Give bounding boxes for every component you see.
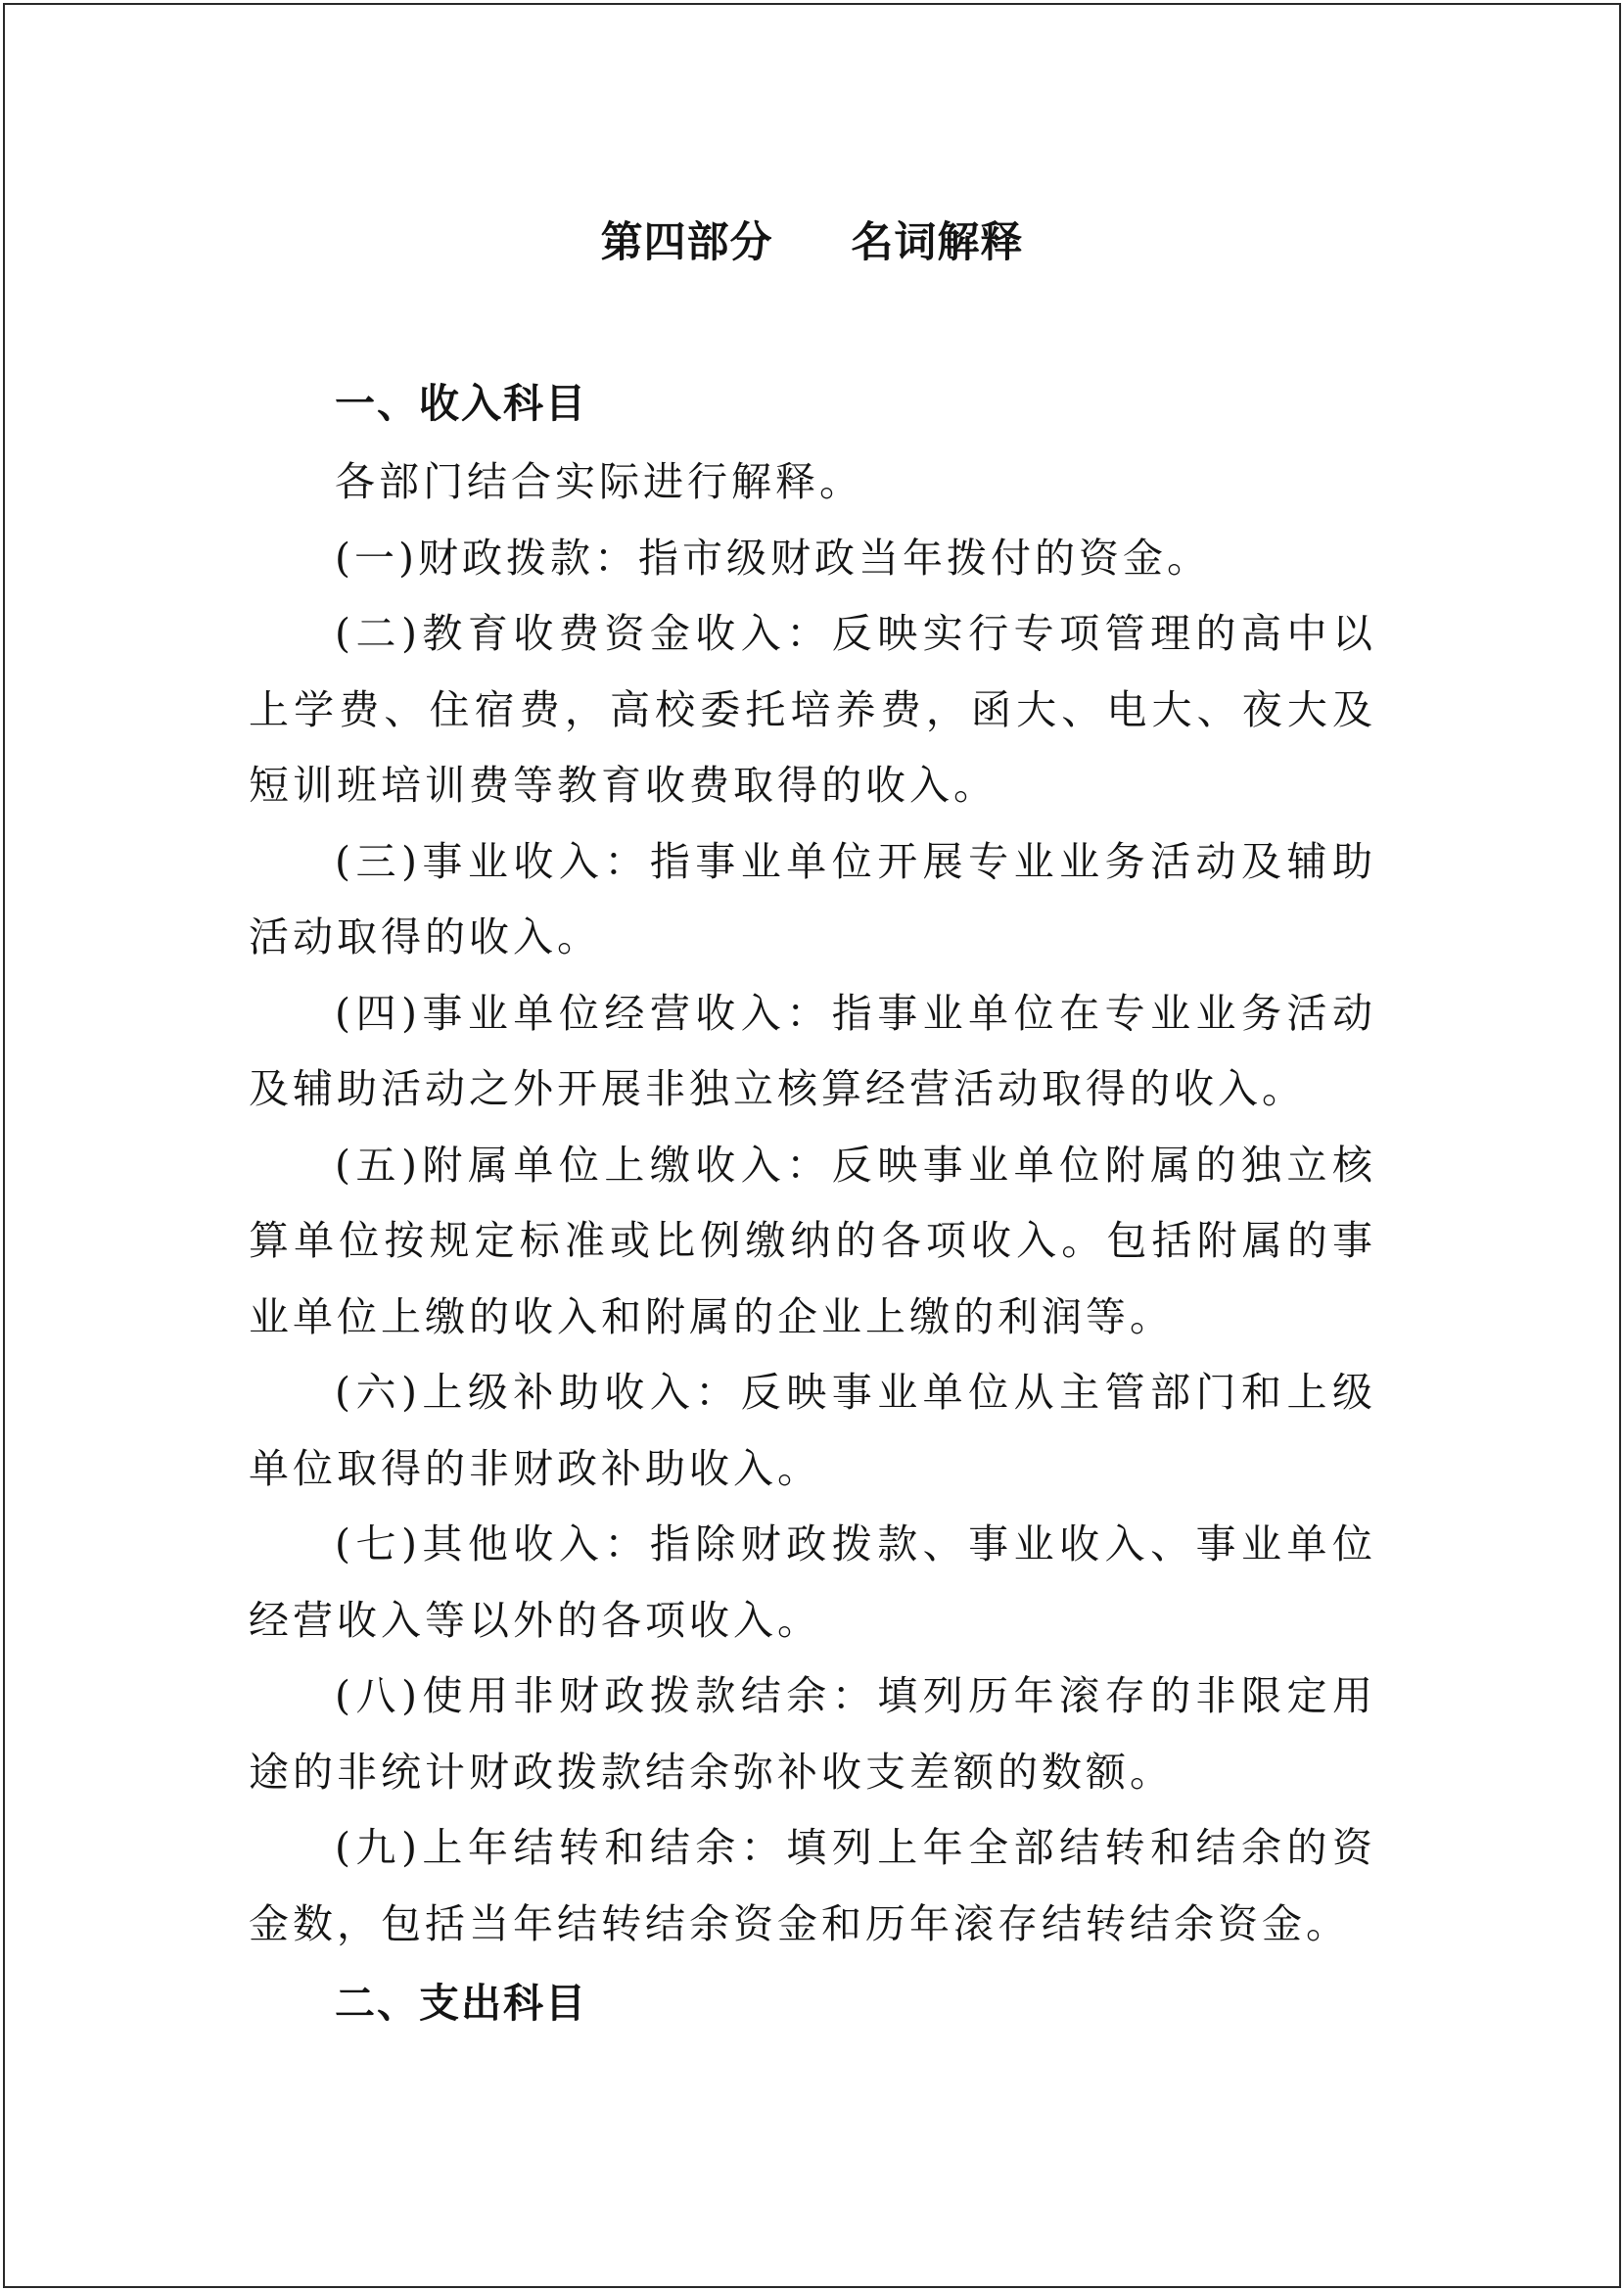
paragraph-education-fees: (二)教育收费资金收入：反映实行专项管理的高中以上学费、住宿费，高校委托培养费，函大、电大、夜大及短训班培训费等教育收费取得的收入。 [249, 610, 1376, 809]
document-body [249, 362, 1376, 2044]
paragraph-affiliated-income: (五)附属单位上缴收入：反映事业单位附属的独立核算单位按规定标准或比例缴纳的各项收入。包括附属的事业单位上缴的收入和附属的企业上缴的利润等。 [249, 1141, 1376, 1340]
paragraph-fiscal-appropriation: (一)财政拨款：指市级财政当年拨付的资金。 [335, 534, 1211, 582]
paragraph-superior-subsidy: (六)上级补助收入：反映事业单位从主管部门和上级单位取得的非财政补助收入。 [249, 1369, 1376, 1492]
paragraph-other-income: (七)其他收入：指除财政拨款、事业收入、事业单位经营收入等以外的各项收入。 [249, 1520, 1376, 1644]
paragraph-non-fiscal-balance: (八)使用非财政拨款结余：填列历年滚存的非限定用途的非统计财政拨款结余弥补收支差额的数额。 [249, 1672, 1376, 1796]
paragraph-operating-income: (四)事业单位经营收入：指事业单位在专业业务活动及辅助活动之外开展非独立核算经营活动取得的收入。 [249, 989, 1376, 1112]
section-heading-income: 一、收入科目 [335, 380, 587, 427]
paragraph-business-income: (三)事业收入：指事业单位开展专业业务活动及辅助活动取得的收入。 [249, 837, 1376, 960]
section-heading-expenditure: 二、支出科目 [335, 1980, 587, 2027]
page-title: 第四部分 名词解释 [600, 218, 1024, 267]
paragraph-carryover: (九)上年结转和结余：填列上年全部结转和结余的资金数，包括当年结转结余资金和历年滚存结转结余资金。 [249, 1824, 1376, 1947]
paragraph-intro: 各部门结合实际进行解释。 [335, 458, 863, 505]
